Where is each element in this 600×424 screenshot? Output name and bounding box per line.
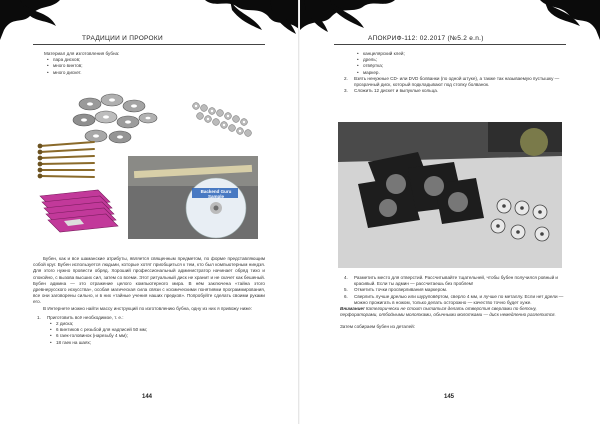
body-paragraph-2: В Интернете можно найти массу инструкций по изготовлению бубна, одну из них я привожу ниже: <box>43 305 253 311</box>
list-item: • пара дисков; <box>44 57 194 63</box>
parts-photo <box>338 122 562 268</box>
steps-block <box>340 275 566 331</box>
list-item: • 18 гаек на шаях; <box>47 340 265 346</box>
right-page <box>300 0 600 424</box>
step-item: 4. Разметить место для отверстий. Рассчитывайте тщательней, чтобы бубен получился ровный и красивый. Если ты админ — рассчитаешь без проблем! <box>344 275 558 287</box>
top-list-block <box>340 51 566 94</box>
list-item: • много дискет. <box>44 70 194 76</box>
list-item: • дрель; <box>354 57 566 63</box>
materials-title: Материал для изготовления бубна: <box>44 51 120 56</box>
list-item: • отвёртка; <box>354 63 566 69</box>
tribal-ornament-right <box>300 0 600 40</box>
step-item: 5. Отметить точки просверливания маркером. <box>344 287 448 293</box>
nuts-photo <box>186 98 256 138</box>
cd-label: Backend Guru Sample <box>200 189 232 199</box>
list-item: • маркер. <box>354 70 566 76</box>
list-item: • 6 гаек-головинок (нарезьбу 4 мм); <box>47 333 265 339</box>
step-item: 3. Сложить 12 дискет и выпуклые кольца. <box>344 88 439 94</box>
tribal-ornament-left <box>0 0 300 40</box>
page-number: 144 <box>142 394 153 400</box>
running-header: АПОКРИФ-112: 02.2017 (№5.2 e.n.) <box>368 35 484 42</box>
list-item: • 6 винтиков с резьбой для надписей 50 мм; <box>47 327 265 333</box>
list-item: • много винтов; <box>44 63 194 69</box>
header-rule <box>334 44 566 45</box>
cd-photo <box>128 156 258 239</box>
body-text <box>33 256 265 346</box>
list-item: • 2 диска; <box>47 321 265 327</box>
step-item: 1. Приготовить всё необходимое, т. е.: <box>37 314 124 320</box>
closing-line: Затем собираем бубен из деталей: <box>340 324 416 330</box>
list-item: • канцелярский клей; <box>354 51 566 57</box>
screws-photo <box>36 138 98 180</box>
body-paragraph: Бубен, как и все шаманские атрибуты, является священным предметом, по форме представляющим собой круг. Бубен используется людьми, которые хотят приобщиться к тем, кто был компьютерным ниндзя. Для этого нужно провести обряд. Хороший профессиональный администратор начинает обряд тихо и спокойно, с вызова высших сил, затем со всеми. Этот ритуальный диск не хранит и не скачет как бешеный. Бубен админа — это отражение целого компьютерного мира. В нём заключена «тайна этого древнерусского искусства», особая магическая сила связи с космическими понятиями программирования, все они заговорены сильно, и в них «тайные учения наших предков». Попробуйте сделать своими руками его. <box>33 256 265 305</box>
header-rule <box>33 44 265 45</box>
materials-block <box>44 51 194 76</box>
step-item: 2. Взять ненужные CD- или DVD болванки (по одной штуке), а также так называемую пустышку — прозрачный диск, который подкладывают под стопку болванок. <box>344 75 560 88</box>
floppy-photo <box>36 186 120 238</box>
running-header: ТРАДИЦИИ И ПРОРОКИ <box>82 35 163 42</box>
step-item: 6. Сверлить лучше дрелью или шуруповёртом, сверло 4 мм, и лучше по металлу. Если нет дрели — можно прожигать в ножом, только делать осторожно — качество точно будет хуже. <box>344 293 564 305</box>
page-number: 145 <box>444 394 455 400</box>
warning-note: Внимание! Категорически не стоит пытаться делать отверстия сверлами по бетону, перфораторами, отбойными молотками, обычными молотками — диск немедленно разлетится. <box>340 306 556 318</box>
